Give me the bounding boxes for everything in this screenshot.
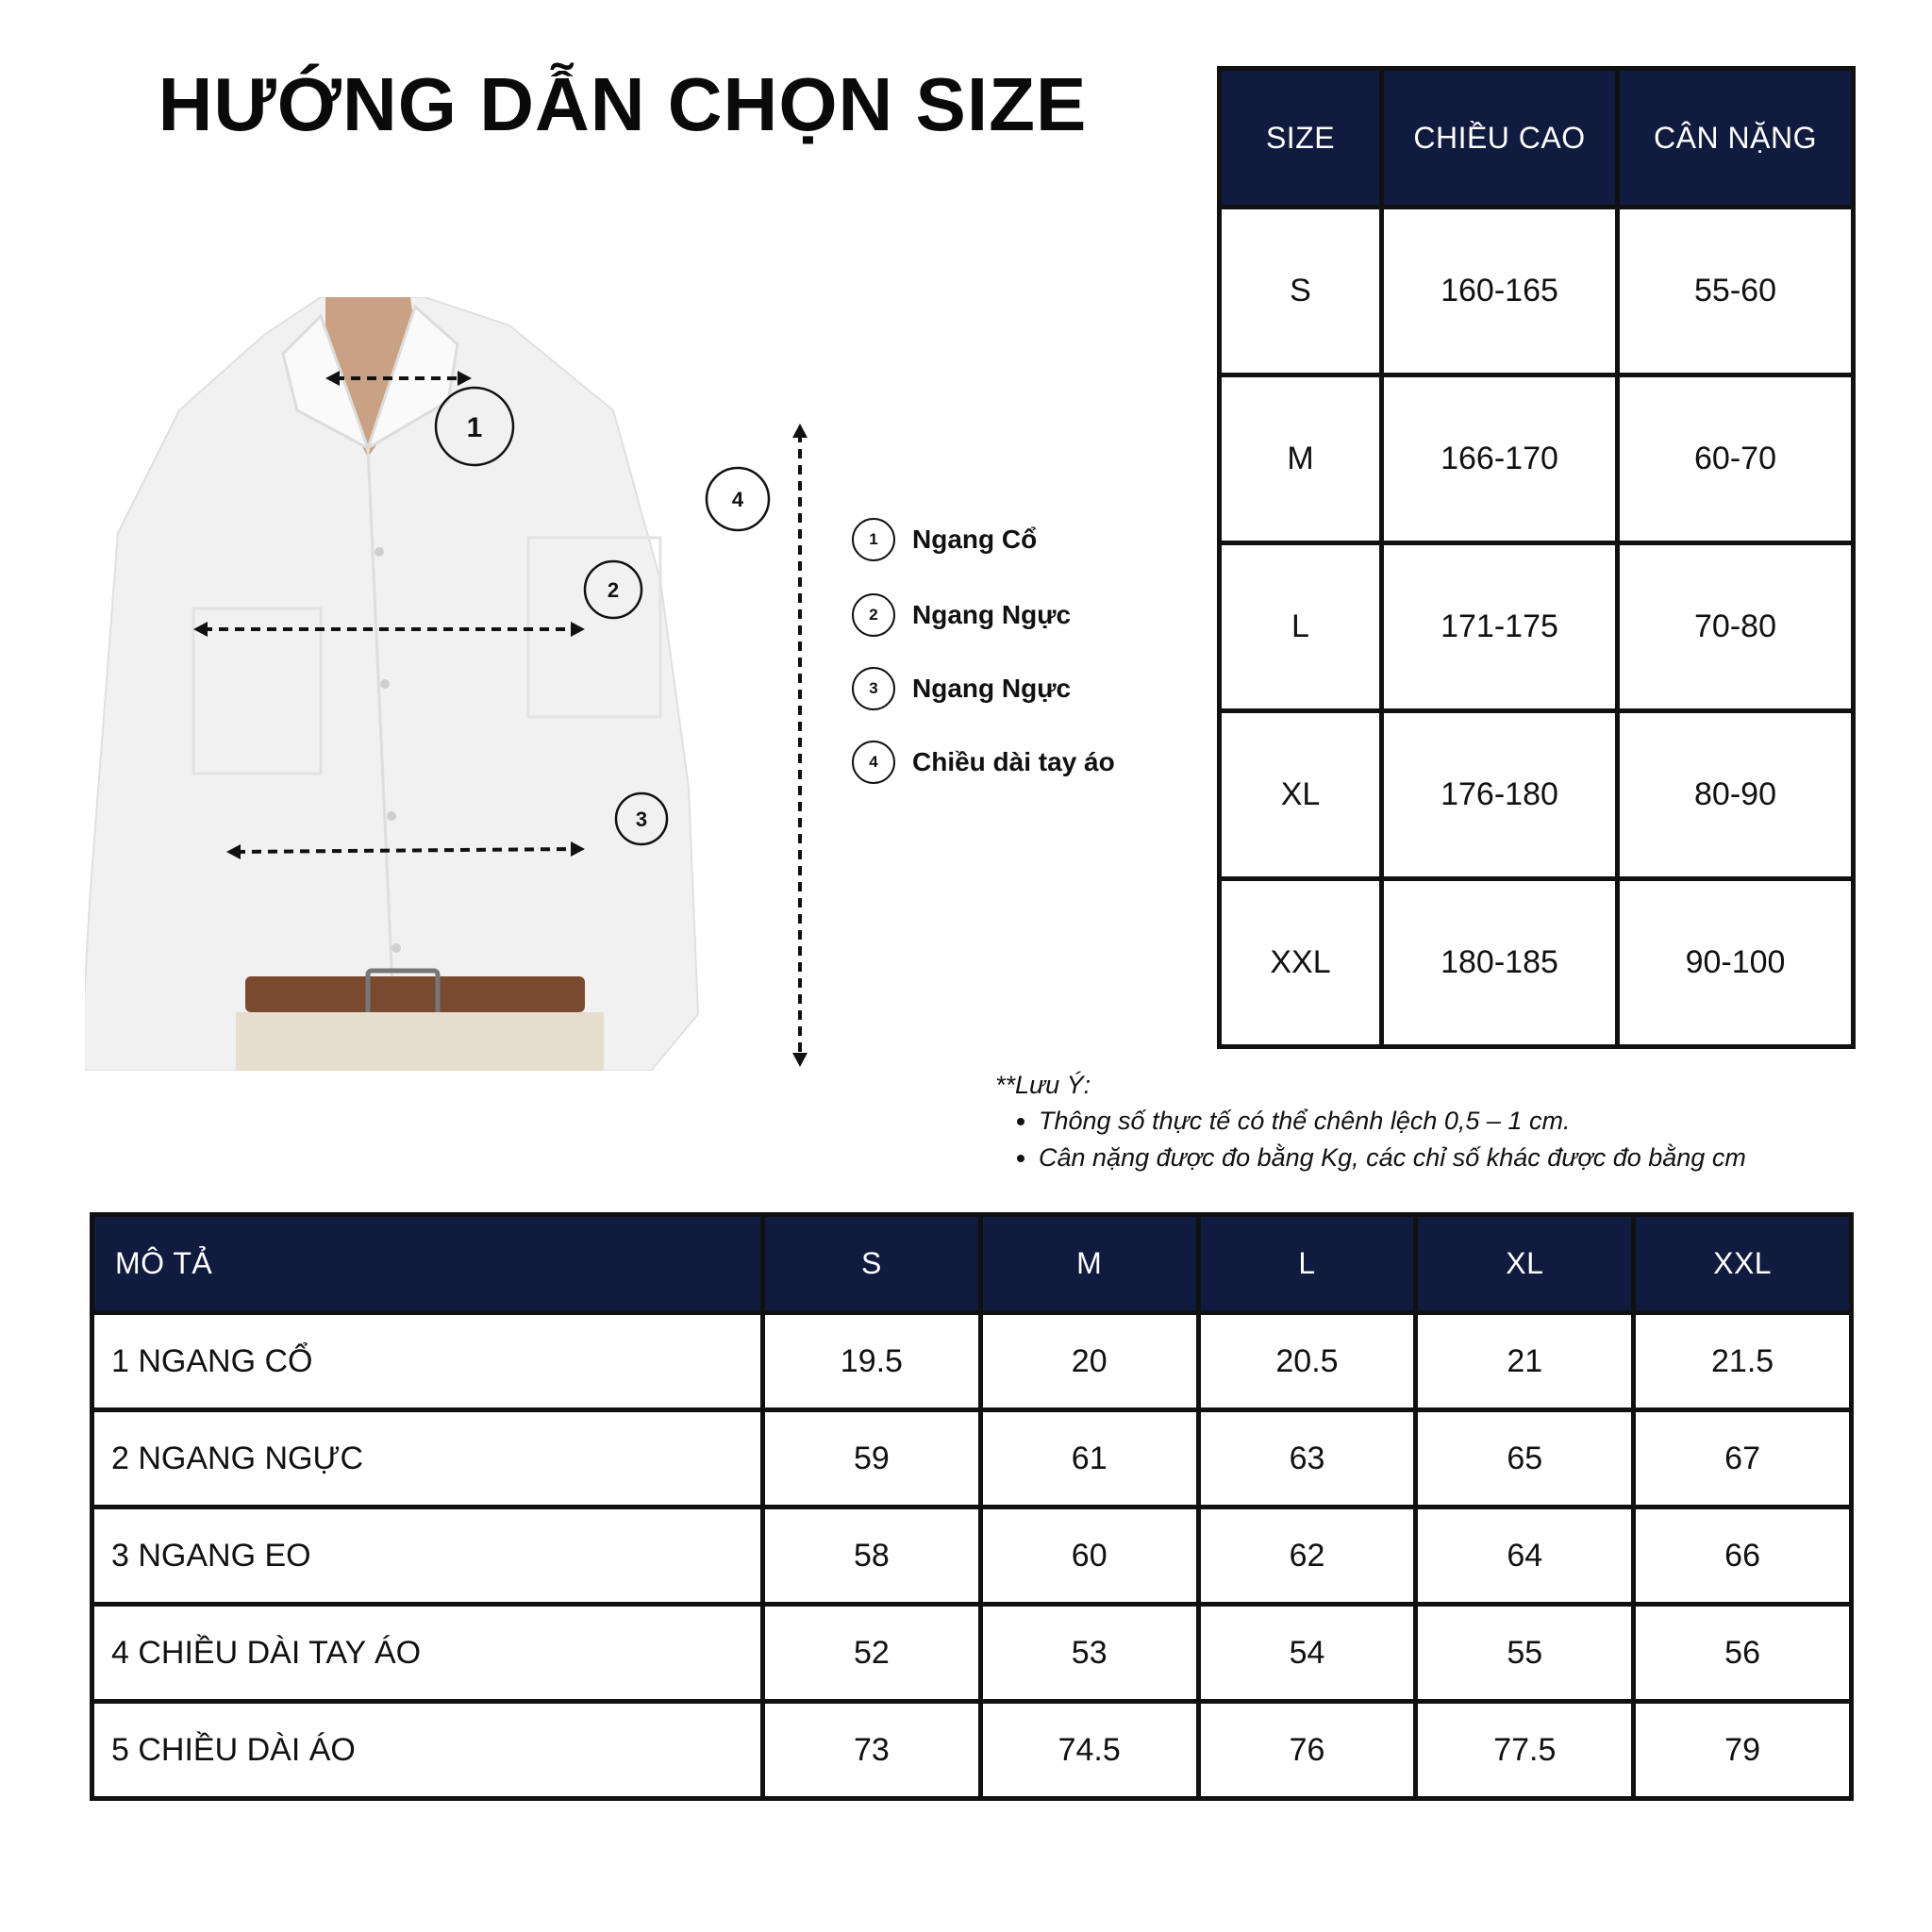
note-block <box>995 1071 1873 1177</box>
cell-value: 20.5 <box>1198 1313 1416 1410</box>
cell-size: M <box>1220 375 1382 543</box>
cell-description: 2 NGANG NGỰC <box>92 1410 763 1507</box>
cell-value: 54 <box>1198 1605 1416 1702</box>
cell-value: 52 <box>763 1605 981 1702</box>
table-row <box>1220 208 1854 375</box>
cell-weight: 60-70 <box>1618 375 1854 543</box>
cell-value: 56 <box>1634 1605 1852 1702</box>
legend-number: 2 <box>852 593 895 637</box>
note-heading: **Lưu Ý: <box>995 1071 1091 1099</box>
size-table <box>1217 66 1856 1049</box>
cell-value: 61 <box>980 1410 1198 1507</box>
legend-number: 1 <box>852 518 895 561</box>
cell-value: 19.5 <box>763 1313 981 1410</box>
cell-value: 79 <box>1634 1702 1852 1799</box>
header-weight: CÂN NẶNG <box>1618 69 1854 208</box>
legend-label: Ngang Ngực <box>912 600 1072 629</box>
header-size-xl: XL <box>1416 1215 1634 1313</box>
legend-label: Ngang Cổ <box>912 525 1038 554</box>
table-row <box>92 1410 1852 1507</box>
cell-value: 77.5 <box>1416 1702 1634 1799</box>
table-header-row <box>1220 69 1854 208</box>
cell-value: 58 <box>763 1507 981 1605</box>
header-height: CHIỀU CAO <box>1382 69 1618 208</box>
marker-2: 2 <box>607 578 620 602</box>
legend-item <box>852 663 1071 714</box>
cell-value: 21.5 <box>1634 1313 1852 1410</box>
header-description: MÔ TẢ <box>92 1215 763 1313</box>
cell-value: 64 <box>1416 1507 1634 1605</box>
belt <box>245 976 585 1012</box>
page-title: HƯỚNG DẪN CHỌN SIZE <box>158 62 1088 146</box>
legend-number: 4 <box>852 741 895 784</box>
table-row <box>92 1605 1852 1702</box>
header-size-xxl: XXL <box>1634 1215 1852 1313</box>
cell-value: 66 <box>1634 1507 1852 1605</box>
cell-weight: 70-80 <box>1618 543 1854 711</box>
cell-value: 60 <box>980 1507 1198 1605</box>
cell-value: 62 <box>1198 1507 1416 1605</box>
cell-weight: 55-60 <box>1618 208 1854 375</box>
cell-height: 171-175 <box>1382 543 1618 711</box>
marker-3: 3 <box>635 808 648 831</box>
table-row <box>92 1507 1852 1605</box>
cell-size: XL <box>1220 711 1382 879</box>
legend-item <box>852 590 1071 641</box>
header-size-m: M <box>980 1215 1198 1313</box>
table-row <box>1220 711 1854 879</box>
table-row <box>1220 375 1854 543</box>
marker-4: 4 <box>731 488 744 511</box>
cell-description: 4 CHIỀU DÀI TAY ÁO <box>92 1605 763 1702</box>
header-size: SIZE <box>1220 69 1382 208</box>
cell-value: 53 <box>980 1605 1198 1702</box>
legend-item <box>852 514 1037 565</box>
marker-1: 1 <box>466 412 483 443</box>
cell-value: 67 <box>1634 1410 1852 1507</box>
legend-label: Ngang Ngực <box>912 674 1072 703</box>
legend-number: 3 <box>852 667 895 710</box>
measurement-table <box>90 1212 1854 1801</box>
cell-description: 5 CHIỀU DÀI ÁO <box>92 1702 763 1799</box>
table-row <box>1220 543 1854 711</box>
cell-height: 166-170 <box>1382 375 1618 543</box>
note-item: • Cân nặng được đo bằng Kg, các chỉ số khác được đo bằng cm <box>1039 1141 1873 1175</box>
cell-value: 20 <box>980 1313 1198 1410</box>
table-header-row <box>92 1215 1852 1313</box>
header-size-l: L <box>1198 1215 1416 1313</box>
legend-label: Chiều dài tay áo <box>912 747 1115 776</box>
cell-value: 63 <box>1198 1410 1416 1507</box>
cell-height: 180-185 <box>1382 879 1618 1047</box>
table-row <box>92 1702 1852 1799</box>
cell-value: 59 <box>763 1410 981 1507</box>
cell-weight: 80-90 <box>1618 711 1854 879</box>
cell-value: 55 <box>1416 1605 1634 1702</box>
cell-value: 21 <box>1416 1313 1634 1410</box>
table-row <box>92 1313 1852 1410</box>
legend-item <box>852 737 1115 788</box>
cell-description: 3 NGANG EO <box>92 1507 763 1605</box>
cell-value: 74.5 <box>980 1702 1198 1799</box>
cell-value: 65 <box>1416 1410 1634 1507</box>
header-size-s: S <box>763 1215 981 1313</box>
table-row <box>1220 879 1854 1047</box>
cell-value: 73 <box>763 1702 981 1799</box>
cell-size: XXL <box>1220 879 1382 1047</box>
cell-description: 1 NGANG CỔ <box>92 1313 763 1410</box>
shirt-measurement-illustration <box>85 297 811 1071</box>
cell-size: L <box>1220 543 1382 711</box>
cell-weight: 90-100 <box>1618 879 1854 1047</box>
cell-value: 76 <box>1198 1702 1416 1799</box>
cell-height: 176-180 <box>1382 711 1618 879</box>
cell-height: 160-165 <box>1382 208 1618 375</box>
note-item: • Thông số thực tế có thể chênh lệch 0,5 – 1 cm. <box>1039 1104 1873 1139</box>
note-list <box>995 1104 1873 1175</box>
cell-size: S <box>1220 208 1382 375</box>
